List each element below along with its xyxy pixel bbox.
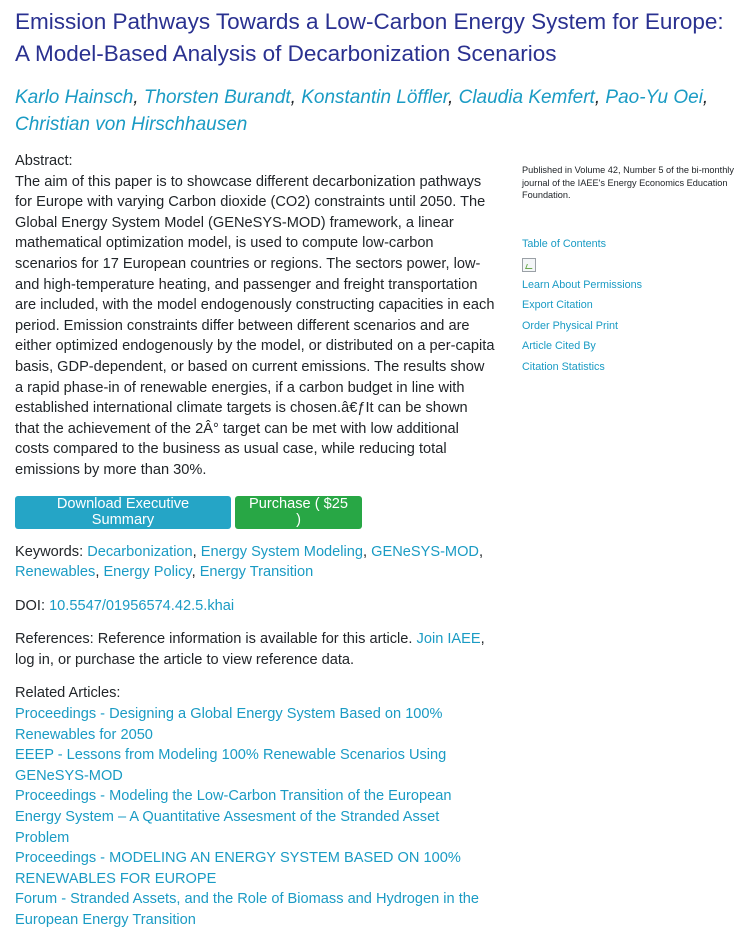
order-physical-print-link[interactable]: Order Physical Print — [522, 319, 619, 332]
keyword-link[interactable]: Renewables — [15, 564, 96, 581]
related-article-link[interactable]: Proceedings - Modeling the Low-Carbon Transition of the European Energy System – A Quantitative Assesment of the Stranded Asset Problem — [15, 788, 452, 846]
publication-note: Published in Volume 42, Number 5 of the bi-monthly journal of the IAEE's Energy Economics Education Foundation. — [522, 165, 734, 201]
join-iaee-link[interactable]: Join IAEE — [416, 631, 481, 648]
doi-link[interactable]: 10.5547/01956574.42.5.khai — [49, 597, 235, 614]
keyword-link[interactable]: Decarbonization — [87, 543, 193, 560]
action-buttons — [15, 496, 495, 529]
keywords-label: Keywords: — [15, 543, 84, 560]
references-text: Reference information is available for this article. — [97, 631, 413, 648]
keywords: Keywords: Decarbonization, Energy System Modeling, GENeSYS-MOD, Renewables, Energy Policy, Energy Transition — [15, 543, 484, 581]
abstract-text: The aim of this paper is to showcase different decarbonization pathways for Europe with varying Carbon dioxide (CO2) constraints until 2050. The Global Energy System Model (GENeSYS-MOD) framework, a linear mathematical optimization model, is used to compute low-carbon scenarios for 17 European countries or regions. The sectors power, low- and high-temperature heating, and passenger and freight transportation are included, with the model endogenously constructing capacities in each period. Emission constraints differ between different scenarios and are either optimized endogenously by the model, or distributed on a per-capita basis, GDP-dependent, or based on current emissions. The results show a rapid phase-in of renewable energies, if a carbon budget in line with established international climate targets is chosen.â€ƒIt can be shown that the achievement of the 2Â° target can be met with low additional costs compared to the business as usual case, while reducing total emissions by more than 30%. — [15, 173, 495, 478]
doi — [15, 596, 495, 617]
author-separator: , — [448, 87, 459, 108]
author-link[interactable]: Claudia Kemfert — [458, 87, 595, 108]
keyword-link[interactable]: Energy Policy — [103, 564, 192, 581]
author-link[interactable]: Thorsten Burandt — [143, 87, 291, 108]
sidebar-links — [522, 234, 737, 377]
related-article-link[interactable]: Forum - Stranded Assets, and the Role of Biomass and Hydrogen in the European Energy Transition — [15, 891, 480, 928]
related-articles — [15, 683, 495, 930]
author-link[interactable]: Christian von Hirschhausen — [15, 114, 248, 135]
article-main — [15, 151, 495, 931]
related-articles-label: Related Articles: — [15, 685, 121, 702]
author-separator: , — [290, 87, 302, 108]
keyword-link[interactable]: Energy Transition — [199, 564, 314, 581]
table-of-contents-link[interactable]: Table of Contents — [522, 238, 607, 251]
article-cited-by-link[interactable]: Article Cited By — [522, 340, 596, 353]
related-article-link[interactable]: EEEP - Lessons from Modeling 100% Renewable Scenarios Using GENeSYS-MOD — [15, 747, 447, 784]
keyword-link[interactable]: GENeSYS-MOD — [371, 543, 479, 560]
author-link[interactable]: Karlo Hainsch — [15, 87, 134, 108]
references-text-after: , log in, or purchase the article to view reference data. — [15, 631, 485, 668]
download-executive-summary-button[interactable]: Download Executive Summary — [15, 496, 231, 529]
related-article-link[interactable]: Proceedings - Designing a Global Energy System Based on 100% Renewables for 2050 — [15, 706, 443, 743]
learn-about-permissions-link[interactable]: Learn About Permissions — [522, 278, 643, 291]
related-article-link[interactable]: Proceedings - MODELING AN ENERGY SYSTEM BASED ON 100% RENEWABLES FOR EUROPE — [15, 850, 461, 887]
related-articles-list — [15, 704, 495, 931]
author-separator: , — [594, 87, 606, 108]
broken-image-icon[interactable] — [522, 258, 536, 272]
references — [15, 629, 495, 670]
doi-label: DOI: — [15, 597, 45, 614]
author-link[interactable]: Konstantin Löffler — [301, 87, 449, 108]
article-title: Emission Pathways Towards a Low-Carbon Energy System for Europe: A Model-Based Analysis of Decarbonization Scenarios — [15, 9, 724, 66]
keyword-link[interactable]: Energy System Modeling — [200, 543, 364, 560]
export-citation-link[interactable]: Export Citation — [522, 299, 593, 312]
references-label: References: — [15, 631, 94, 648]
citation-statistics-link[interactable]: Citation Statistics — [522, 360, 605, 373]
author-separator: , — [702, 87, 709, 108]
author-link[interactable]: Pao-Yu Oei — [605, 87, 703, 108]
author-list — [15, 84, 740, 138]
abstract-label: Abstract: — [15, 153, 73, 169]
author-separator: , — [133, 87, 144, 108]
sidebar — [522, 164, 737, 377]
purchase-button[interactable]: Purchase ( $25 ) — [235, 496, 362, 529]
